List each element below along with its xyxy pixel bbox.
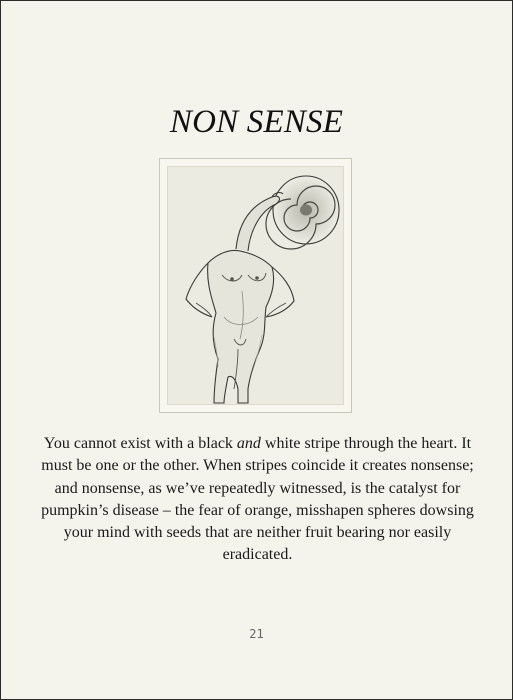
page-title: NON SENSE	[169, 104, 344, 140]
illustration-frame	[159, 158, 352, 413]
body-paragraph	[41, 433, 474, 567]
page-number: 21	[249, 627, 264, 641]
illustration-sketch	[167, 166, 344, 405]
body-text-part-1: You cannot exist with a black	[43, 435, 237, 452]
body-text-emphasis: and	[236, 435, 261, 452]
body-text-part-2: white stripe through the heart. It must be one or the other. When stripes coincide it creates nonsense; and nonsense, as we’ve repeatedly witnessed, is the catalyst for pumpkin’s disease – the fear of orange, misshapen spheres dowsing your mind with seeds that are neither fruit bearing nor easily eradicated.	[41, 435, 474, 564]
figure-sketch-icon	[168, 167, 343, 404]
